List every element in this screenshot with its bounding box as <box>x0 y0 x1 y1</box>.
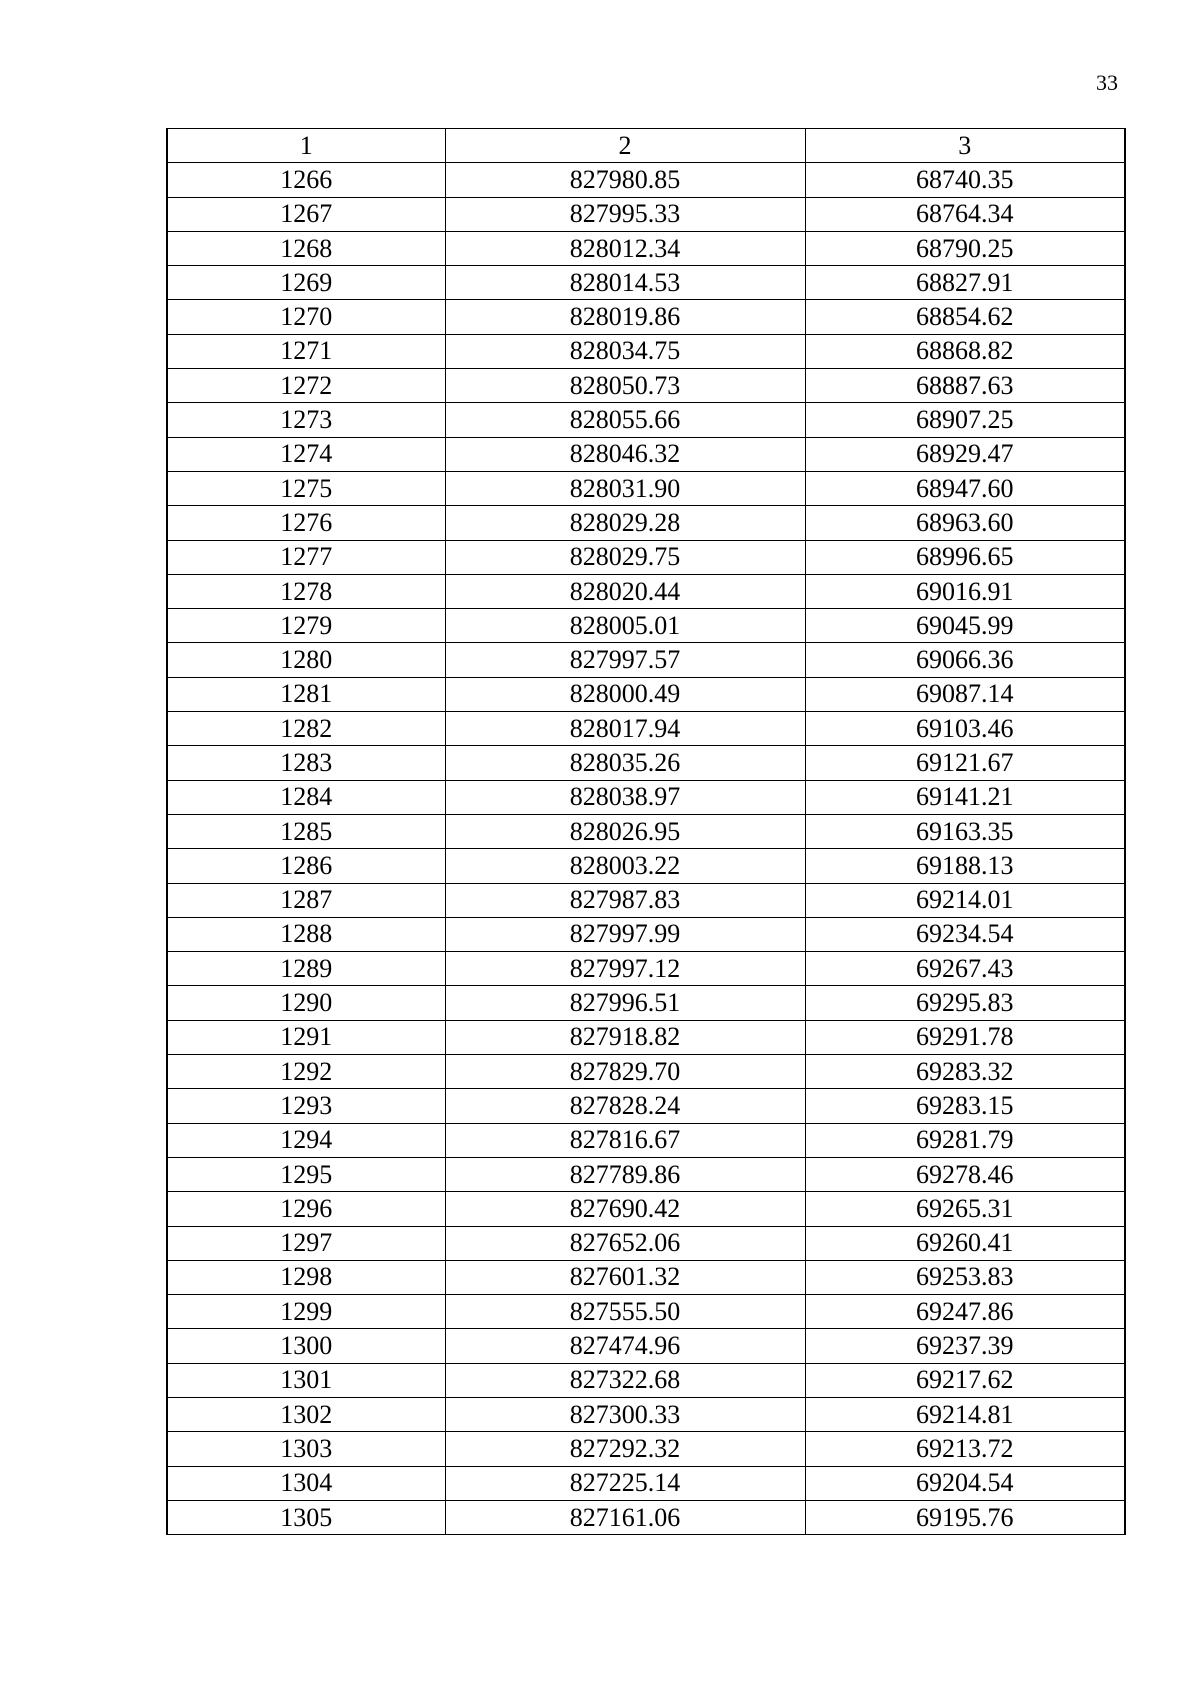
y-coordinate-cell: 69195.76 <box>805 1500 1125 1534</box>
table-row <box>167 1055 1125 1089</box>
y-coordinate-cell: 69267.43 <box>805 952 1125 986</box>
point-number-cell: 1282 <box>167 712 445 746</box>
point-number-cell: 1267 <box>167 197 445 231</box>
x-coordinate-cell: 827918.82 <box>445 1020 805 1054</box>
point-number-cell: 1287 <box>167 883 445 917</box>
x-coordinate-cell: 828019.86 <box>445 300 805 334</box>
point-number-cell: 1284 <box>167 780 445 814</box>
x-coordinate-cell: 827980.85 <box>445 163 805 197</box>
y-coordinate-cell: 69141.21 <box>805 780 1125 814</box>
y-coordinate-cell: 69217.62 <box>805 1363 1125 1397</box>
x-coordinate-cell: 828005.01 <box>445 609 805 643</box>
table-row <box>167 163 1125 197</box>
table-row <box>167 643 1125 677</box>
x-coordinate-cell: 828035.26 <box>445 746 805 780</box>
y-coordinate-cell: 69188.13 <box>805 849 1125 883</box>
table-row <box>167 266 1125 300</box>
point-number-cell: 1274 <box>167 437 445 471</box>
x-coordinate-cell: 827816.67 <box>445 1123 805 1157</box>
table-row <box>167 883 1125 917</box>
point-number-cell: 1279 <box>167 609 445 643</box>
x-coordinate-cell: 827997.57 <box>445 643 805 677</box>
y-coordinate-cell: 69045.99 <box>805 609 1125 643</box>
x-coordinate-cell: 827555.50 <box>445 1295 805 1329</box>
x-coordinate-cell: 828034.75 <box>445 334 805 368</box>
table-row <box>167 780 1125 814</box>
table-row <box>167 437 1125 471</box>
y-coordinate-cell: 68887.63 <box>805 369 1125 403</box>
x-coordinate-cell: 828029.75 <box>445 540 805 574</box>
y-coordinate-cell: 69247.86 <box>805 1295 1125 1329</box>
table-row <box>167 506 1125 540</box>
table-row <box>167 1089 1125 1123</box>
x-coordinate-cell: 828000.49 <box>445 677 805 711</box>
header-cell-3: 3 <box>805 129 1125 163</box>
table-row <box>167 574 1125 608</box>
x-coordinate-cell: 827829.70 <box>445 1055 805 1089</box>
x-coordinate-cell: 828038.97 <box>445 780 805 814</box>
y-coordinate-cell: 69234.54 <box>805 917 1125 951</box>
point-number-cell: 1286 <box>167 849 445 883</box>
point-number-cell: 1266 <box>167 163 445 197</box>
x-coordinate-cell: 828017.94 <box>445 712 805 746</box>
y-coordinate-cell: 69204.54 <box>805 1466 1125 1500</box>
point-number-cell: 1292 <box>167 1055 445 1089</box>
x-coordinate-cell: 827300.33 <box>445 1397 805 1431</box>
x-coordinate-cell: 828055.66 <box>445 403 805 437</box>
point-number-cell: 1297 <box>167 1226 445 1260</box>
point-number-cell: 1283 <box>167 746 445 780</box>
point-number-cell: 1290 <box>167 986 445 1020</box>
point-number-cell: 1296 <box>167 1192 445 1226</box>
x-coordinate-cell: 827987.83 <box>445 883 805 917</box>
header-cell-1: 1 <box>167 129 445 163</box>
table-row <box>167 1020 1125 1054</box>
table-row <box>167 849 1125 883</box>
x-coordinate-cell: 828050.73 <box>445 369 805 403</box>
y-coordinate-cell: 69237.39 <box>805 1329 1125 1363</box>
point-number-cell: 1305 <box>167 1500 445 1534</box>
table-row <box>167 1363 1125 1397</box>
x-coordinate-cell: 828029.28 <box>445 506 805 540</box>
y-coordinate-cell: 69278.46 <box>805 1157 1125 1191</box>
x-coordinate-cell: 827995.33 <box>445 197 805 231</box>
y-coordinate-cell: 68764.34 <box>805 197 1125 231</box>
point-number-cell: 1295 <box>167 1157 445 1191</box>
y-coordinate-cell: 69214.01 <box>805 883 1125 917</box>
x-coordinate-cell: 827474.96 <box>445 1329 805 1363</box>
y-coordinate-cell: 69163.35 <box>805 814 1125 848</box>
y-coordinate-cell: 69265.31 <box>805 1192 1125 1226</box>
x-coordinate-cell: 827997.99 <box>445 917 805 951</box>
point-number-cell: 1293 <box>167 1089 445 1123</box>
point-number-cell: 1285 <box>167 814 445 848</box>
point-number-cell: 1271 <box>167 334 445 368</box>
table-row <box>167 1192 1125 1226</box>
point-number-cell: 1298 <box>167 1260 445 1294</box>
point-number-cell: 1278 <box>167 574 445 608</box>
point-number-cell: 1300 <box>167 1329 445 1363</box>
table-row <box>167 986 1125 1020</box>
point-number-cell: 1291 <box>167 1020 445 1054</box>
x-coordinate-cell: 827652.06 <box>445 1226 805 1260</box>
table-row <box>167 403 1125 437</box>
table-row <box>167 300 1125 334</box>
x-coordinate-cell: 828026.95 <box>445 814 805 848</box>
y-coordinate-cell: 68868.82 <box>805 334 1125 368</box>
y-coordinate-cell: 68996.65 <box>805 540 1125 574</box>
table-row <box>167 746 1125 780</box>
point-number-cell: 1303 <box>167 1432 445 1466</box>
table-row <box>167 917 1125 951</box>
table-row <box>167 1260 1125 1294</box>
table-row <box>167 231 1125 265</box>
y-coordinate-cell: 68963.60 <box>805 506 1125 540</box>
header-cell-2: 2 <box>445 129 805 163</box>
point-number-cell: 1289 <box>167 952 445 986</box>
table-row <box>167 712 1125 746</box>
y-coordinate-cell: 68854.62 <box>805 300 1125 334</box>
table-row <box>167 197 1125 231</box>
y-coordinate-cell: 69283.15 <box>805 1089 1125 1123</box>
point-number-cell: 1288 <box>167 917 445 951</box>
y-coordinate-cell: 69214.81 <box>805 1397 1125 1431</box>
point-number-cell: 1294 <box>167 1123 445 1157</box>
page-number: 33 <box>1096 70 1118 95</box>
x-coordinate-cell: 828031.90 <box>445 471 805 505</box>
point-number-cell: 1275 <box>167 471 445 505</box>
point-number-cell: 1270 <box>167 300 445 334</box>
point-number-cell: 1277 <box>167 540 445 574</box>
x-coordinate-cell: 828012.34 <box>445 231 805 265</box>
y-coordinate-cell: 69295.83 <box>805 986 1125 1020</box>
y-coordinate-cell: 68740.35 <box>805 163 1125 197</box>
y-coordinate-cell: 69253.83 <box>805 1260 1125 1294</box>
y-coordinate-cell: 69087.14 <box>805 677 1125 711</box>
x-coordinate-cell: 827161.06 <box>445 1500 805 1534</box>
x-coordinate-cell: 827292.32 <box>445 1432 805 1466</box>
y-coordinate-cell: 68929.47 <box>805 437 1125 471</box>
y-coordinate-cell: 68827.91 <box>805 266 1125 300</box>
point-number-cell: 1269 <box>167 266 445 300</box>
y-coordinate-cell: 69103.46 <box>805 712 1125 746</box>
y-coordinate-cell: 69291.78 <box>805 1020 1125 1054</box>
point-number-cell: 1276 <box>167 506 445 540</box>
point-number-cell: 1272 <box>167 369 445 403</box>
x-coordinate-cell: 827601.32 <box>445 1260 805 1294</box>
table-row <box>167 1329 1125 1363</box>
x-coordinate-cell: 827997.12 <box>445 952 805 986</box>
y-coordinate-cell: 68947.60 <box>805 471 1125 505</box>
table-row <box>167 952 1125 986</box>
coordinates-table <box>166 128 1126 1535</box>
y-coordinate-cell: 69260.41 <box>805 1226 1125 1260</box>
table-row <box>167 540 1125 574</box>
table-row <box>167 1123 1125 1157</box>
table-body <box>167 163 1125 1535</box>
point-number-cell: 1304 <box>167 1466 445 1500</box>
table-row <box>167 1157 1125 1191</box>
table-row <box>167 471 1125 505</box>
point-number-cell: 1268 <box>167 231 445 265</box>
table-row <box>167 1500 1125 1534</box>
x-coordinate-cell: 827225.14 <box>445 1466 805 1500</box>
y-coordinate-cell: 69016.91 <box>805 574 1125 608</box>
table-row <box>167 369 1125 403</box>
point-number-cell: 1302 <box>167 1397 445 1431</box>
y-coordinate-cell: 69066.36 <box>805 643 1125 677</box>
table-row <box>167 1466 1125 1500</box>
table-row <box>167 677 1125 711</box>
x-coordinate-cell: 827690.42 <box>445 1192 805 1226</box>
y-coordinate-cell: 68790.25 <box>805 231 1125 265</box>
table-header <box>167 129 1125 163</box>
x-coordinate-cell: 828046.32 <box>445 437 805 471</box>
point-number-cell: 1281 <box>167 677 445 711</box>
x-coordinate-cell: 828020.44 <box>445 574 805 608</box>
y-coordinate-cell: 68907.25 <box>805 403 1125 437</box>
x-coordinate-cell: 827996.51 <box>445 986 805 1020</box>
table-row <box>167 814 1125 848</box>
table-row <box>167 1397 1125 1431</box>
header-row <box>167 129 1125 163</box>
point-number-cell: 1301 <box>167 1363 445 1397</box>
x-coordinate-cell: 827322.68 <box>445 1363 805 1397</box>
table-row <box>167 609 1125 643</box>
x-coordinate-cell: 827828.24 <box>445 1089 805 1123</box>
table-row <box>167 1432 1125 1466</box>
y-coordinate-cell: 69281.79 <box>805 1123 1125 1157</box>
x-coordinate-cell: 828014.53 <box>445 266 805 300</box>
table-row <box>167 334 1125 368</box>
point-number-cell: 1299 <box>167 1295 445 1329</box>
table-row <box>167 1226 1125 1260</box>
x-coordinate-cell: 828003.22 <box>445 849 805 883</box>
point-number-cell: 1273 <box>167 403 445 437</box>
y-coordinate-cell: 69213.72 <box>805 1432 1125 1466</box>
table-row <box>167 1295 1125 1329</box>
y-coordinate-cell: 69283.32 <box>805 1055 1125 1089</box>
y-coordinate-cell: 69121.67 <box>805 746 1125 780</box>
point-number-cell: 1280 <box>167 643 445 677</box>
x-coordinate-cell: 827789.86 <box>445 1157 805 1191</box>
